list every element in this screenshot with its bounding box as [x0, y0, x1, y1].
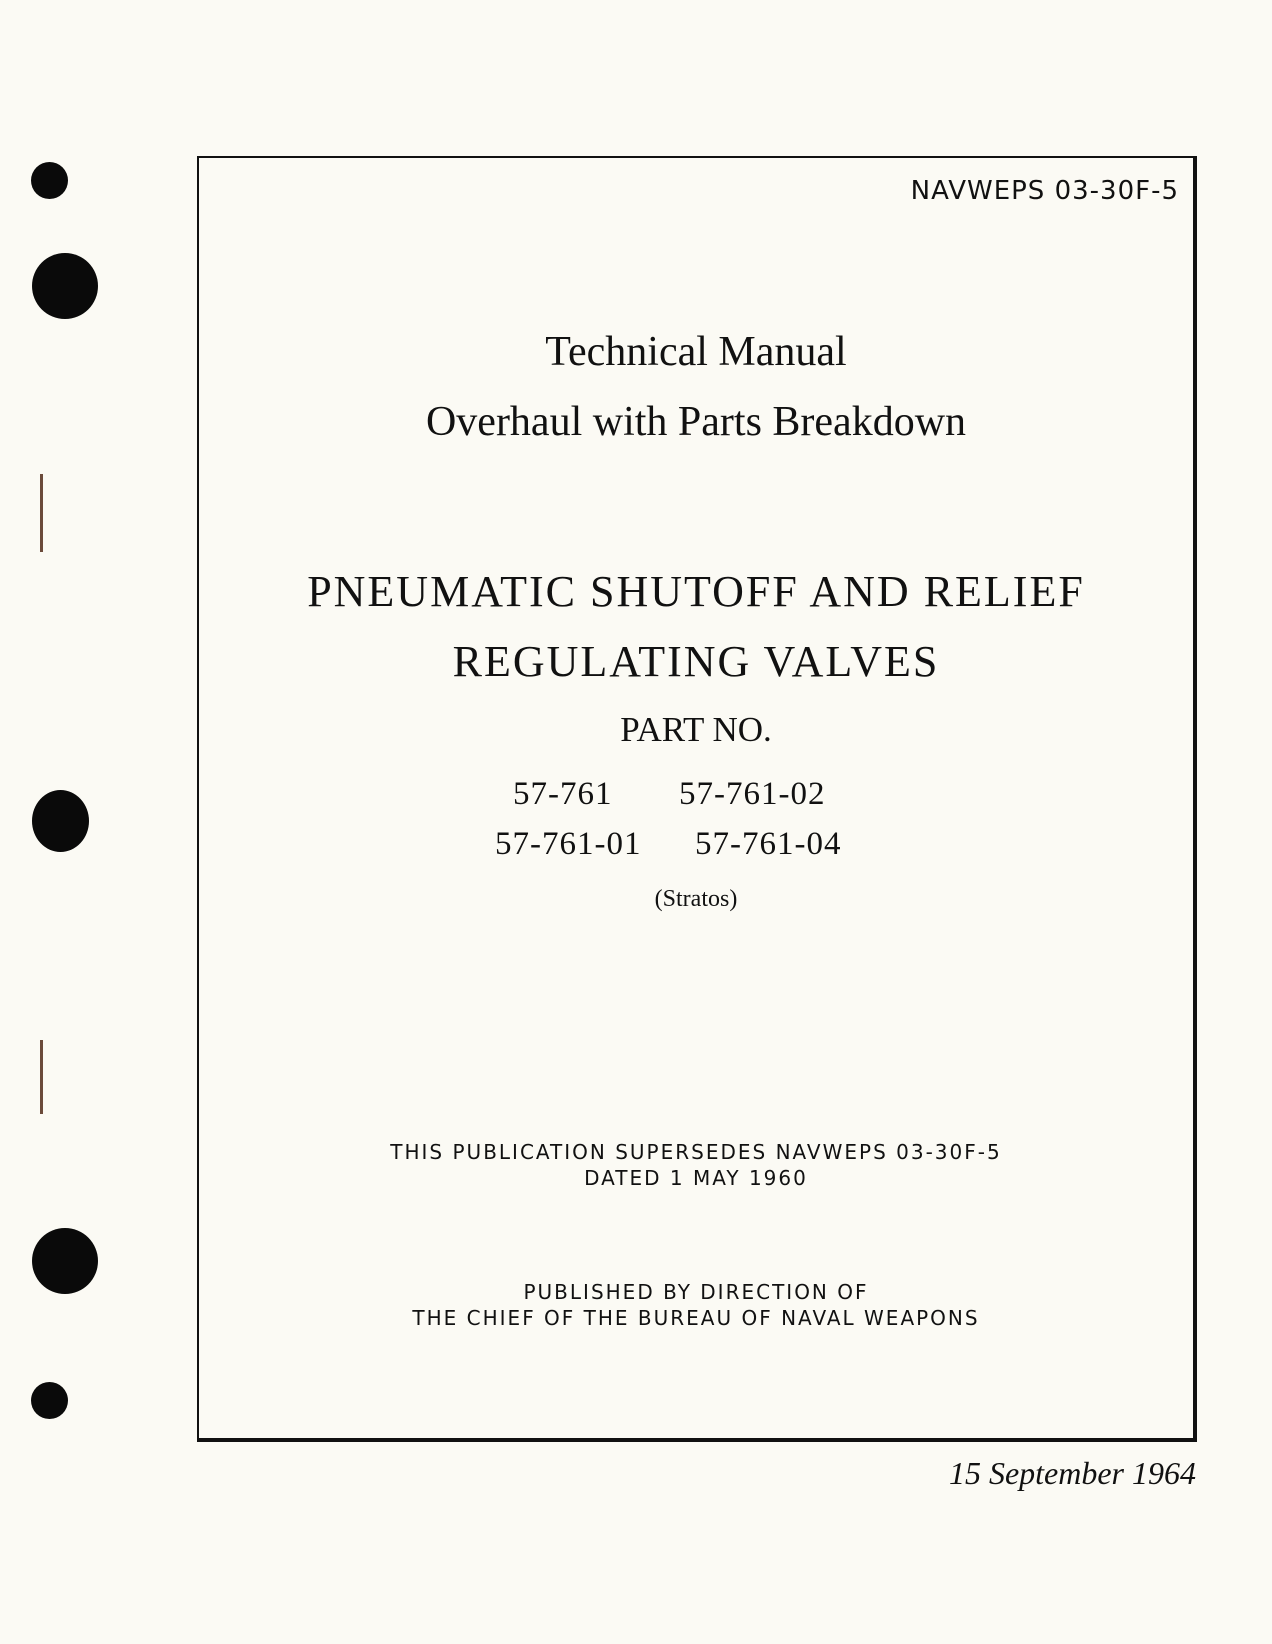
heading-line-1: PNEUMATIC SHUTOFF AND RELIEF: [307, 567, 1085, 616]
supersedes-line-1: THIS PUBLICATION SUPERSEDES NAVWEPS 03-30F-5: [390, 1140, 1002, 1164]
binder-hole-2: [32, 253, 98, 319]
title-line-2: Overhaul with Parts Breakdown: [425, 399, 967, 445]
binding-mark-1: [40, 474, 43, 552]
manufacturer: (Stratos): [654, 886, 738, 912]
binding-mark-2: [40, 1040, 43, 1114]
published-line-2: THE CHIEF OF THE BUREAU OF NAVAL WEAPONS: [412, 1306, 980, 1330]
cover-frame: [197, 156, 1197, 1442]
issue-date: 15 September 1964: [948, 1455, 1196, 1491]
binder-hole-5: [31, 1382, 68, 1419]
supersedes-line-2: DATED 1 MAY 1960: [584, 1166, 808, 1190]
title-line-1: Technical Manual: [545, 329, 847, 375]
part-number: 57-761-01: [495, 826, 642, 862]
heading-line-2: REGULATING VALVES: [452, 637, 940, 686]
publication-number: NAVWEPS 03-30F-5: [910, 176, 1179, 206]
part-number: 57-761-04: [695, 826, 842, 862]
published-line-1: PUBLISHED BY DIRECTION OF: [523, 1280, 869, 1304]
binder-hole-4: [32, 1228, 98, 1294]
part-no-label: PART NO.: [620, 710, 772, 749]
part-number: 57-761-02: [679, 776, 826, 812]
part-number: 57-761: [513, 776, 613, 812]
binder-hole-1: [31, 162, 68, 199]
binder-hole-3: [32, 790, 89, 852]
